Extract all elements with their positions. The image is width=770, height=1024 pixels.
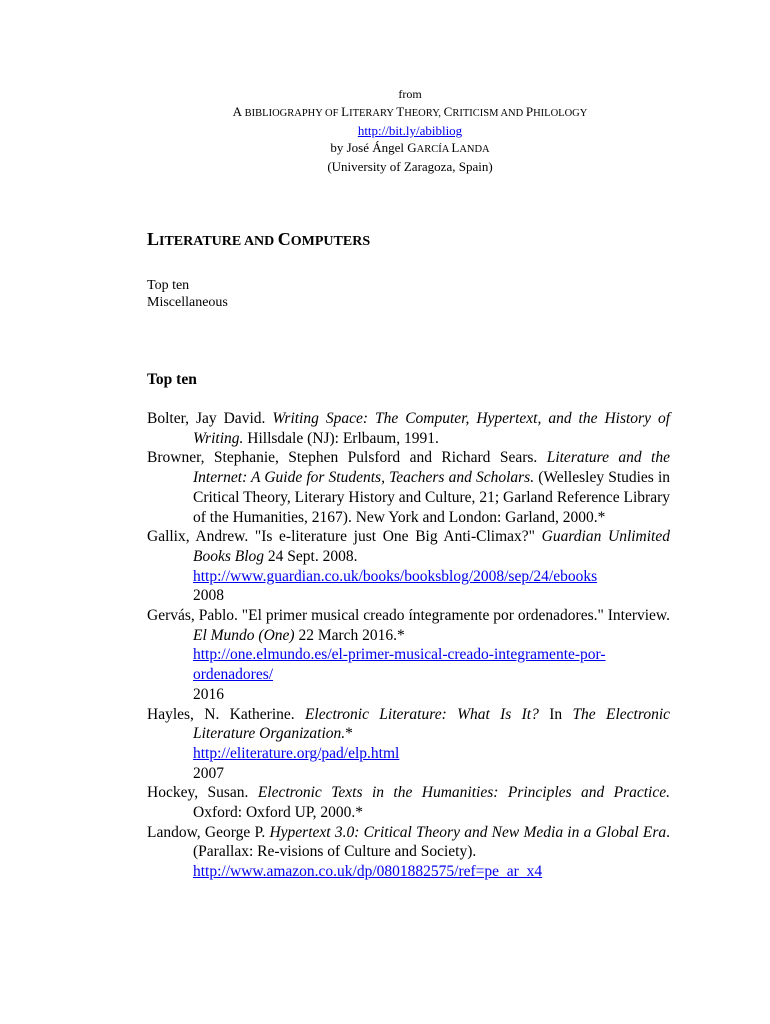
entry-title-secondary: The Electronic Literature Organization. — [193, 705, 671, 743]
affiliation: (University of Zaragoza, Spain) — [327, 159, 493, 174]
entry-title: Electronic Literature: What Is It? — [304, 705, 539, 723]
entry-publication: 24 Sept. 2008. — [264, 547, 358, 565]
entry-link[interactable]: http://eliterature.org/pad/elp.html — [193, 744, 400, 762]
title-part: L — [341, 104, 350, 119]
title-part: P — [525, 104, 534, 119]
entry-publication: Hillsdale (NJ): Erlbaum, 1991. — [243, 429, 439, 447]
entry-author: Browner, Stephanie, Stephen Pulsford and Richard Sears. — [147, 449, 547, 467]
entry-publication: 22 March 2016.* — [294, 626, 405, 644]
page-title — [147, 229, 370, 250]
header-from: from — [398, 87, 422, 101]
title-part: T — [396, 104, 405, 119]
toc-item[interactable]: Miscellaneous — [147, 295, 228, 310]
bibliography-entries — [147, 409, 670, 882]
section-heading: Top ten — [147, 371, 197, 388]
entry-link[interactable]: http://www.amazon.co.uk/dp/0801882575/ref=pe_ar_x4 — [193, 863, 543, 881]
entry-author: Gervás, Pablo. "El primer musical creado íntegramente por ordenadores." Interview. — [147, 607, 670, 625]
entry-title: Electronic Texts in the Humanities: Principles and Practice. — [257, 784, 670, 802]
bib-entry — [147, 606, 670, 705]
entry-author: Bolter, Jay David. — [147, 410, 273, 427]
bib-entry — [147, 527, 670, 606]
entry-year: 2016 — [193, 685, 224, 703]
title-part: RITICISM AND — [452, 108, 526, 119]
title-part: HILOLOGY — [533, 108, 588, 119]
bib-entry — [147, 705, 670, 784]
entry-publication: (Wellesley Studies in Critical Theory, Literary History and Culture, 21; Garland Reference Library of the Humanities, 2167). New York and London: Garland, 2000.* — [193, 469, 671, 526]
entry-year: 2007 — [193, 764, 224, 782]
entry-note: * — [345, 725, 353, 743]
entry-title: Writing Space: The Computer, Hypertext, and the History of Writing. — [193, 410, 670, 447]
entry-publication: . (Parallax: Re-visions of Culture and Society). — [193, 823, 670, 861]
bibliography-title — [0, 103, 770, 122]
title-part: HEORY, — [404, 108, 444, 119]
entry-title: Hypertext 3.0: Critical Theory and New Media in a Global Era — [269, 823, 667, 841]
author-part: G — [407, 140, 417, 155]
bib-entry — [147, 783, 670, 822]
author-part: ANDA — [459, 144, 490, 155]
entry-publication: In — [538, 705, 573, 723]
title-initial: L — [147, 229, 160, 249]
author-part: ARCÍA — [416, 144, 452, 155]
entry-title: Literature and the Internet: A Guide for Students, Teachers and Scholars. — [193, 449, 670, 487]
entry-title: El Mundo (One) — [193, 626, 295, 644]
bib-entry — [147, 409, 670, 448]
title-rest: OMPUTERS — [290, 234, 371, 249]
page-header — [0, 86, 770, 175]
table-of-contents — [147, 277, 228, 311]
entry-link[interactable]: http://one.elmundo.es/el-primer-musical-creado-integramente-por-ordenadores/ — [193, 646, 606, 684]
title-part: A — [232, 104, 243, 119]
title-rest: ITERATURE AND — [159, 234, 278, 249]
entry-author: Landow, George P. — [147, 823, 270, 841]
entry-title: Guardian Unlimited Books Blog — [193, 528, 670, 565]
toc-item[interactable]: Top ten — [147, 278, 190, 293]
bibliography-link[interactable]: http://bit.ly/abibliog — [357, 123, 463, 138]
entry-year: 2008 — [193, 587, 224, 605]
title-part: C — [443, 104, 453, 119]
title-part: ITERARY — [349, 108, 397, 119]
author-part: L — [451, 140, 460, 155]
entry-link[interactable]: http://www.guardian.co.uk/books/booksblog/2008/sep/24/ebooks — [193, 567, 598, 585]
entry-publication: Oxford: Oxford UP, 2000.* — [193, 804, 364, 822]
bib-entry — [147, 823, 670, 882]
title-part: BIBLIOGRAPHY OF — [242, 108, 342, 119]
author-line — [0, 139, 770, 158]
title-initial: C — [277, 229, 291, 249]
entry-author: Hockey, Susan. — [147, 784, 258, 802]
bib-entry — [147, 448, 670, 527]
entry-author: Gallix, Andrew. "Is e-literature just One Big Anti-Climax?" — [147, 528, 542, 546]
by-prefix: by José Ángel — [330, 140, 408, 155]
entry-author: Hayles, N. Katherine. — [147, 705, 305, 723]
